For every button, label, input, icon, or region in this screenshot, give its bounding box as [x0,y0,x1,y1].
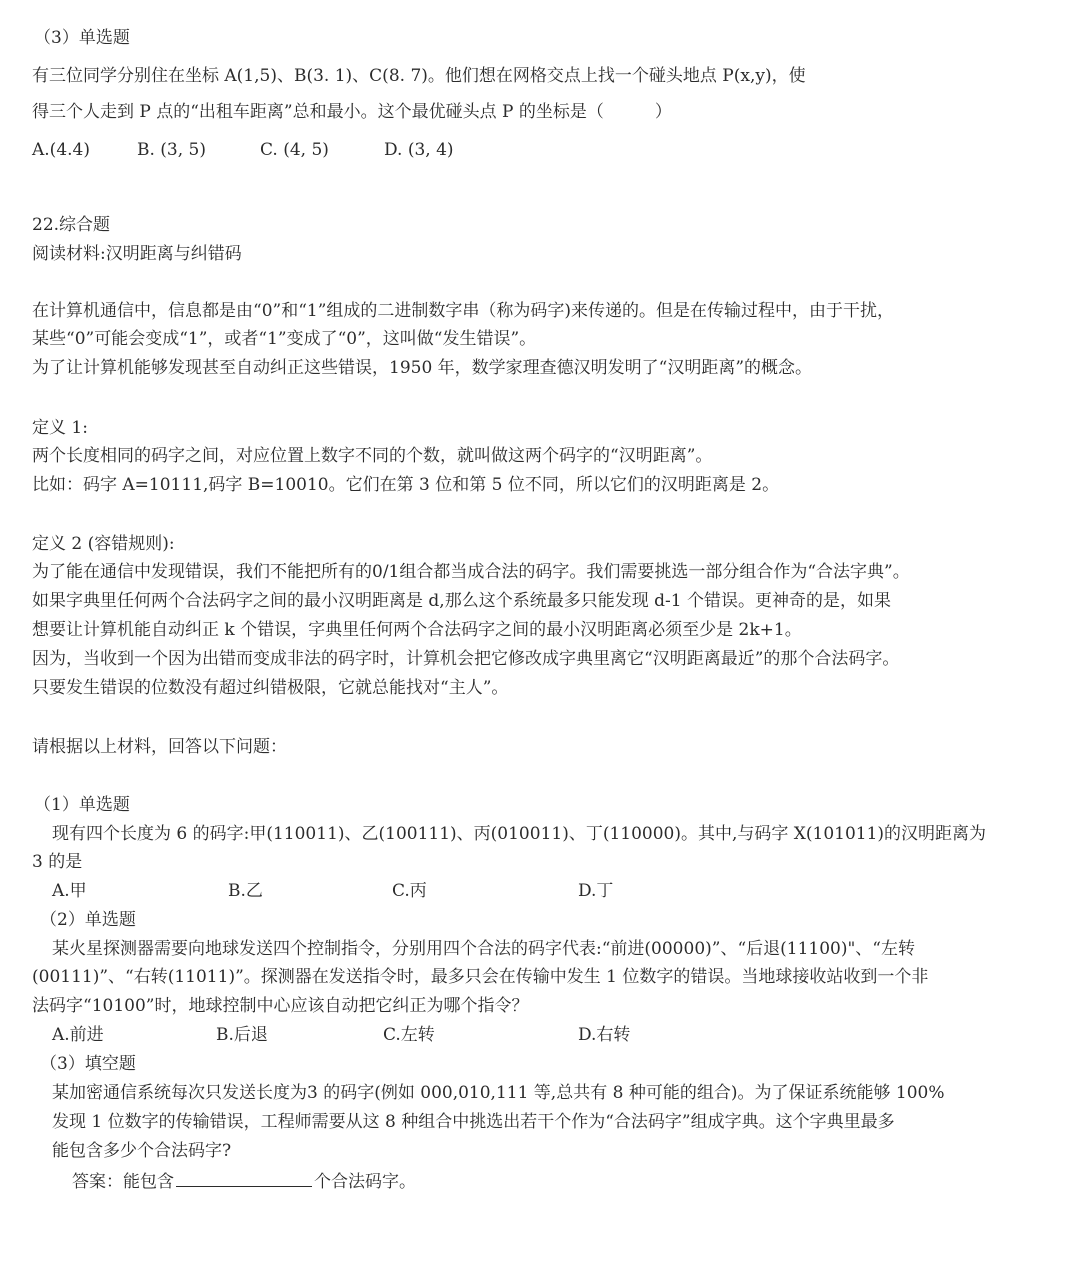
sub2-option-a: A.前进 [52,1025,104,1045]
def2-line-1: 为了能在通信中发现错误，我们不能把所有的0/1组合都当成合法的码字。我们需要挑选一部分组合作为“合法字典”。 [32,562,910,582]
q3-stem-line-1: 有三位同学分别住在坐标 A(1,5)、B(3. 1)、C(8. 7)。他们想在网格交点上找一个碰头地点 P(x,y)，使 [32,66,806,86]
q22-title: 22.综合题 [32,215,111,235]
sub2-stem-line-1: 某火星探测器需要向地球发送四个控制指令，分别用四个合法的码字代表:“前进(00000)”、“后退(11100)"、“左转 [52,939,915,959]
q3-option-a: A.(4.4) [32,140,90,160]
sub3-answer-line [72,1168,416,1194]
def2-line-5: 只要发生错误的位数没有超过纠错极限，它就总能找对“主人”。 [32,678,509,698]
answer-blank[interactable] [176,1168,312,1187]
q3-option-d: D. (3, 4) [384,140,454,160]
questions-prompt: 请根据以上材料，回答以下问题： [32,737,287,757]
sub3-header: （3）填空题 [40,1054,136,1074]
intro-line-3: 为了让计算机能够发现甚至自动纠正这些错误，1950 年，数学家理查德汉明发明了“汉明距离”的概念。 [32,358,813,378]
sub1-header: （1）单选题 [34,795,130,815]
sub3-stem-line-2: 发现 1 位数字的传输错误，工程师需要从这 8 种组合中挑选出若干个作为“合法码字”组成字典。这个字典里最多 [52,1112,895,1132]
answer-prefix: 答案：能包含 [72,1172,174,1192]
sub1-option-c: C.丙 [392,881,427,901]
sub3-stem-line-3: 能包含多少个合法码字? [52,1141,232,1161]
q3-option-b: B. (3, 5) [137,140,207,160]
def2-line-3: 想要让计算机能自动纠正 k 个错误，字典里任何两个合法码字之间的最小汉明距离必须至少是 2k+1。 [32,620,802,640]
sub1-option-d: D.丁 [578,881,614,901]
q3-header: （3）单选题 [34,28,130,48]
answer-suffix: 个合法码字。 [314,1172,416,1192]
def2-line-2: 如果字典里任何两个合法码字之间的最小汉明距离是 d,那么这个系统最多只能发现 d-1 个错误。更神奇的是，如果 [32,591,891,611]
sub1-stem-line-2: 3 的是 [32,852,83,872]
sub2-option-d: D.右转 [578,1025,631,1045]
intro-line-1: 在计算机通信中，信息都是由“0”和“1”组成的二进制数字串（称为码字)来传递的。但是在传输过程中，由于干扰， [32,301,895,321]
sub1-option-a: A.甲 [52,881,87,901]
sub1-option-b: B.乙 [228,881,263,901]
def2-title: 定义 2 (容错规则): [32,534,175,554]
def1-title: 定义 1: [32,418,88,438]
def2-line-4: 因为，当收到一个因为出错而变成非法的码字时，计算机会把它修改成字典里离它“汉明距离最近”的那个合法码字。 [32,649,900,669]
material-title: 阅读材料:汉明距离与纠错码 [32,244,242,264]
sub2-option-c: C.左转 [383,1025,435,1045]
q3-stem-line-2: 得三个人走到 P 点的“出租车距离”总和最小。这个最优碰头点 P 的坐标是（ ） [32,102,672,122]
sub2-header: （2）单选题 [40,910,136,930]
sub1-stem-line-1: 现有四个长度为 6 的码字:甲(110011)、乙(100111)、丙(010011)、丁(110000)。其中,与码字 X(101011)的汉明距离为 [52,824,987,844]
sub2-stem-line-3: 法码字“10100”时，地球控制中心应该自动把它纠正为哪个指令？ [32,996,529,1016]
intro-line-2: 某些“0”可能会变成“1”，或者“1”变成了“0”，这叫做“发生错误”。 [32,329,537,349]
sub2-stem-line-2: (00111)”、“右转(11011)”。探测器在发送指令时，最多只会在传输中发生 1 位数字的错误。当地球接收站收到一个非 [32,967,929,987]
sub3-stem-line-1: 某加密通信系统每次只发送长度为3 的码字(例如 000,010,111 等,总共有 8 种可能的组合)。为了保证系统能够 100% [52,1083,945,1103]
def1-line-1: 两个长度相同的码字之间，对应位置上数字不同的个数，就叫做这两个码字的“汉明距离”。 [32,446,713,466]
sub2-option-b: B.后退 [216,1025,268,1045]
def1-line-2: 比如：码字 A=10111,码字 B=10010。它们在第 3 位和第 5 位不同，所以它们的汉明距离是 2。 [32,475,780,495]
q3-option-c: C. (4, 5) [260,140,329,160]
